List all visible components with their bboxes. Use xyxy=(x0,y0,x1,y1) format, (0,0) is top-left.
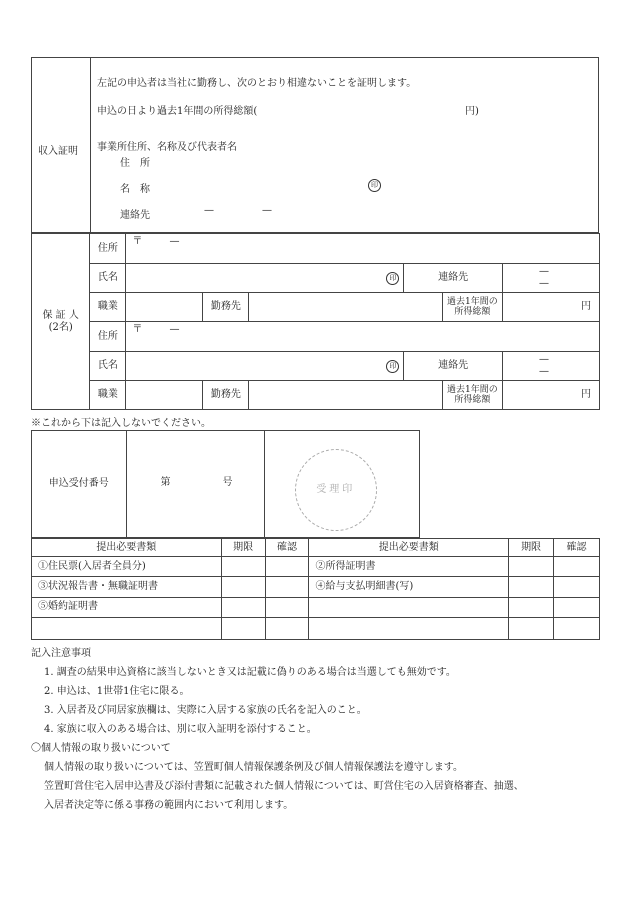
doc-engagement-certificate: ⑤婚約証明書 xyxy=(32,597,222,617)
doc-salary-statement: ④給与支払明細書(写) xyxy=(309,577,509,597)
employer-contact-label: 連絡先 xyxy=(120,210,150,221)
doc-blank-row[interactable] xyxy=(32,617,222,639)
doc-deadline-cell[interactable] xyxy=(509,617,554,639)
employer-label: 事業所住所、名称及び代表者名 xyxy=(97,142,237,153)
doc-deadline-cell[interactable] xyxy=(221,557,265,577)
privacy-text-3: 入居者決定等に係る事務の範囲内において利用します。 xyxy=(44,800,294,811)
income-total-line: 申込の日より過去1年間の所得総額( 円) xyxy=(97,102,577,117)
g2-income-field[interactable]: 円 xyxy=(502,381,599,410)
doc-deadline-cell[interactable] xyxy=(221,617,265,639)
doc-confirm-cell[interactable] xyxy=(554,597,600,617)
doc-status-report: ③状況報告書・無職証明書 xyxy=(32,577,222,597)
docs-header-deadline-right: 期限 xyxy=(509,539,554,557)
reception-number-field[interactable]: 第 号 xyxy=(126,431,264,538)
doc-blank-row[interactable] xyxy=(309,617,509,639)
required-docs-table xyxy=(31,538,600,640)
note-item-2: 2. 申込は、1世帯1住宅に限る。 xyxy=(44,686,190,697)
g1-workplace-label: 勤務先 xyxy=(203,293,249,322)
note-item-1: 1. 調査の結果申込資格に該当しないとき又は記載に偽りのある場合は当選しても無効です。 xyxy=(44,667,456,678)
doc-empty xyxy=(309,597,509,617)
g1-seal-icon: 印 xyxy=(386,272,399,285)
g2-job-label: 職業 xyxy=(90,381,126,410)
privacy-text-2: 笠置町営住宅入居申込書及び添付書類に記載された個人情報については、町営住宅の入居資格審査、抽選、 xyxy=(44,781,524,792)
g1-job-field[interactable] xyxy=(126,293,203,322)
doc-deadline-cell[interactable] xyxy=(221,597,265,617)
income-certificate-label: 収入証明 xyxy=(38,146,78,157)
doc-confirm-cell[interactable] xyxy=(265,597,309,617)
docs-header-deadline-left: 期限 xyxy=(221,539,265,557)
g2-seal-icon: 印 xyxy=(386,360,399,373)
g1-name-label: 氏名 xyxy=(90,264,126,293)
g2-address-field[interactable]: 〒 — xyxy=(126,322,600,352)
g1-job-label: 職業 xyxy=(90,293,126,322)
doc-deadline-cell[interactable] xyxy=(509,577,554,597)
g1-income-label: 過去1年間の 所得総額 xyxy=(442,293,502,322)
postal-mark-icon: 〒 xyxy=(132,236,143,247)
guarantor-label: 保 証 人 xyxy=(42,309,79,321)
g2-income-label: 過去1年間の 所得総額 xyxy=(442,381,502,410)
guarantor-count: (2名) xyxy=(48,321,73,333)
doc-confirm-cell[interactable] xyxy=(554,577,600,597)
g2-workplace-label: 勤務先 xyxy=(203,381,249,410)
income-certificate-label-cell xyxy=(32,58,91,232)
employer-address-label: 住 所 xyxy=(120,158,150,169)
income-total-input[interactable] xyxy=(292,100,462,114)
doc-confirm-cell[interactable] xyxy=(554,557,600,577)
doc-confirm-cell[interactable] xyxy=(554,617,600,639)
contact-dash-2: — xyxy=(262,205,272,216)
guarantor-table xyxy=(31,233,600,410)
doc-confirm-cell[interactable] xyxy=(265,557,309,577)
docs-header-name-left: 提出必要書類 xyxy=(32,539,222,557)
notes-title: 記入注意事項 xyxy=(31,648,91,659)
postal-mark-icon: 〒 xyxy=(132,324,143,335)
privacy-text-1: 個人情報の取り扱いについては、笠置町個人情報保護条例及び個人情報保護法を遵守します。 xyxy=(44,762,463,773)
g1-contact-label: 連絡先 xyxy=(404,264,503,293)
g2-workplace-field[interactable] xyxy=(249,381,443,410)
employer-seal-icon: 印 xyxy=(368,179,381,192)
office-use-notice: ※これから下は記入しないでください。 xyxy=(31,418,211,429)
g1-name-field[interactable] xyxy=(126,264,404,293)
doc-confirm-cell[interactable] xyxy=(265,617,309,639)
g2-name-field[interactable] xyxy=(126,352,404,381)
g1-address-label: 住所 xyxy=(90,234,126,264)
doc-deadline-cell[interactable] xyxy=(221,577,265,597)
g1-contact-field[interactable]: — — xyxy=(502,264,599,293)
income-certificate-section xyxy=(31,57,599,233)
doc-deadline-cell[interactable] xyxy=(509,597,554,617)
g1-address-field[interactable]: 〒 — xyxy=(126,234,600,264)
g2-address-label: 住所 xyxy=(90,322,126,352)
g2-name-label: 氏名 xyxy=(90,352,126,381)
doc-resident-certificate: ①住民票(入居者全員分) xyxy=(32,557,222,577)
reception-table xyxy=(31,430,420,538)
privacy-title: 〇個人情報の取り扱いについて xyxy=(31,743,171,754)
doc-confirm-cell[interactable] xyxy=(265,577,309,597)
docs-header-confirm-left: 確認 xyxy=(265,539,309,557)
docs-header-name-right: 提出必要書類 xyxy=(309,539,509,557)
reception-number-label: 申込受付番号 xyxy=(32,431,127,538)
doc-deadline-cell[interactable] xyxy=(509,557,554,577)
guarantor-label-cell xyxy=(32,234,90,410)
reception-stamp: 受理印 xyxy=(295,449,377,531)
doc-income-certificate: ②所得証明書 xyxy=(309,557,509,577)
contact-dash-1: — xyxy=(204,205,214,216)
employer-name-label: 名 称 xyxy=(120,184,150,195)
note-item-3: 3. 入居者及び同居家族欄は、実際に入居する家族の氏名を記入のこと。 xyxy=(44,705,367,716)
g1-income-field[interactable]: 円 xyxy=(502,293,599,322)
g2-job-field[interactable] xyxy=(126,381,203,410)
g2-contact-label: 連絡先 xyxy=(404,352,503,381)
note-item-4: 4. 家族に収入のある場合は、別に収入証明を添付すること。 xyxy=(44,724,317,735)
docs-header-confirm-right: 確認 xyxy=(554,539,600,557)
g2-contact-field[interactable]: — — xyxy=(502,352,599,381)
income-certificate-statement: 左記の申込者は当社に勤務し、次のとおり相違ないことを証明します。 xyxy=(97,78,417,89)
g1-workplace-field[interactable] xyxy=(249,293,443,322)
reception-stamp-area xyxy=(264,431,419,538)
